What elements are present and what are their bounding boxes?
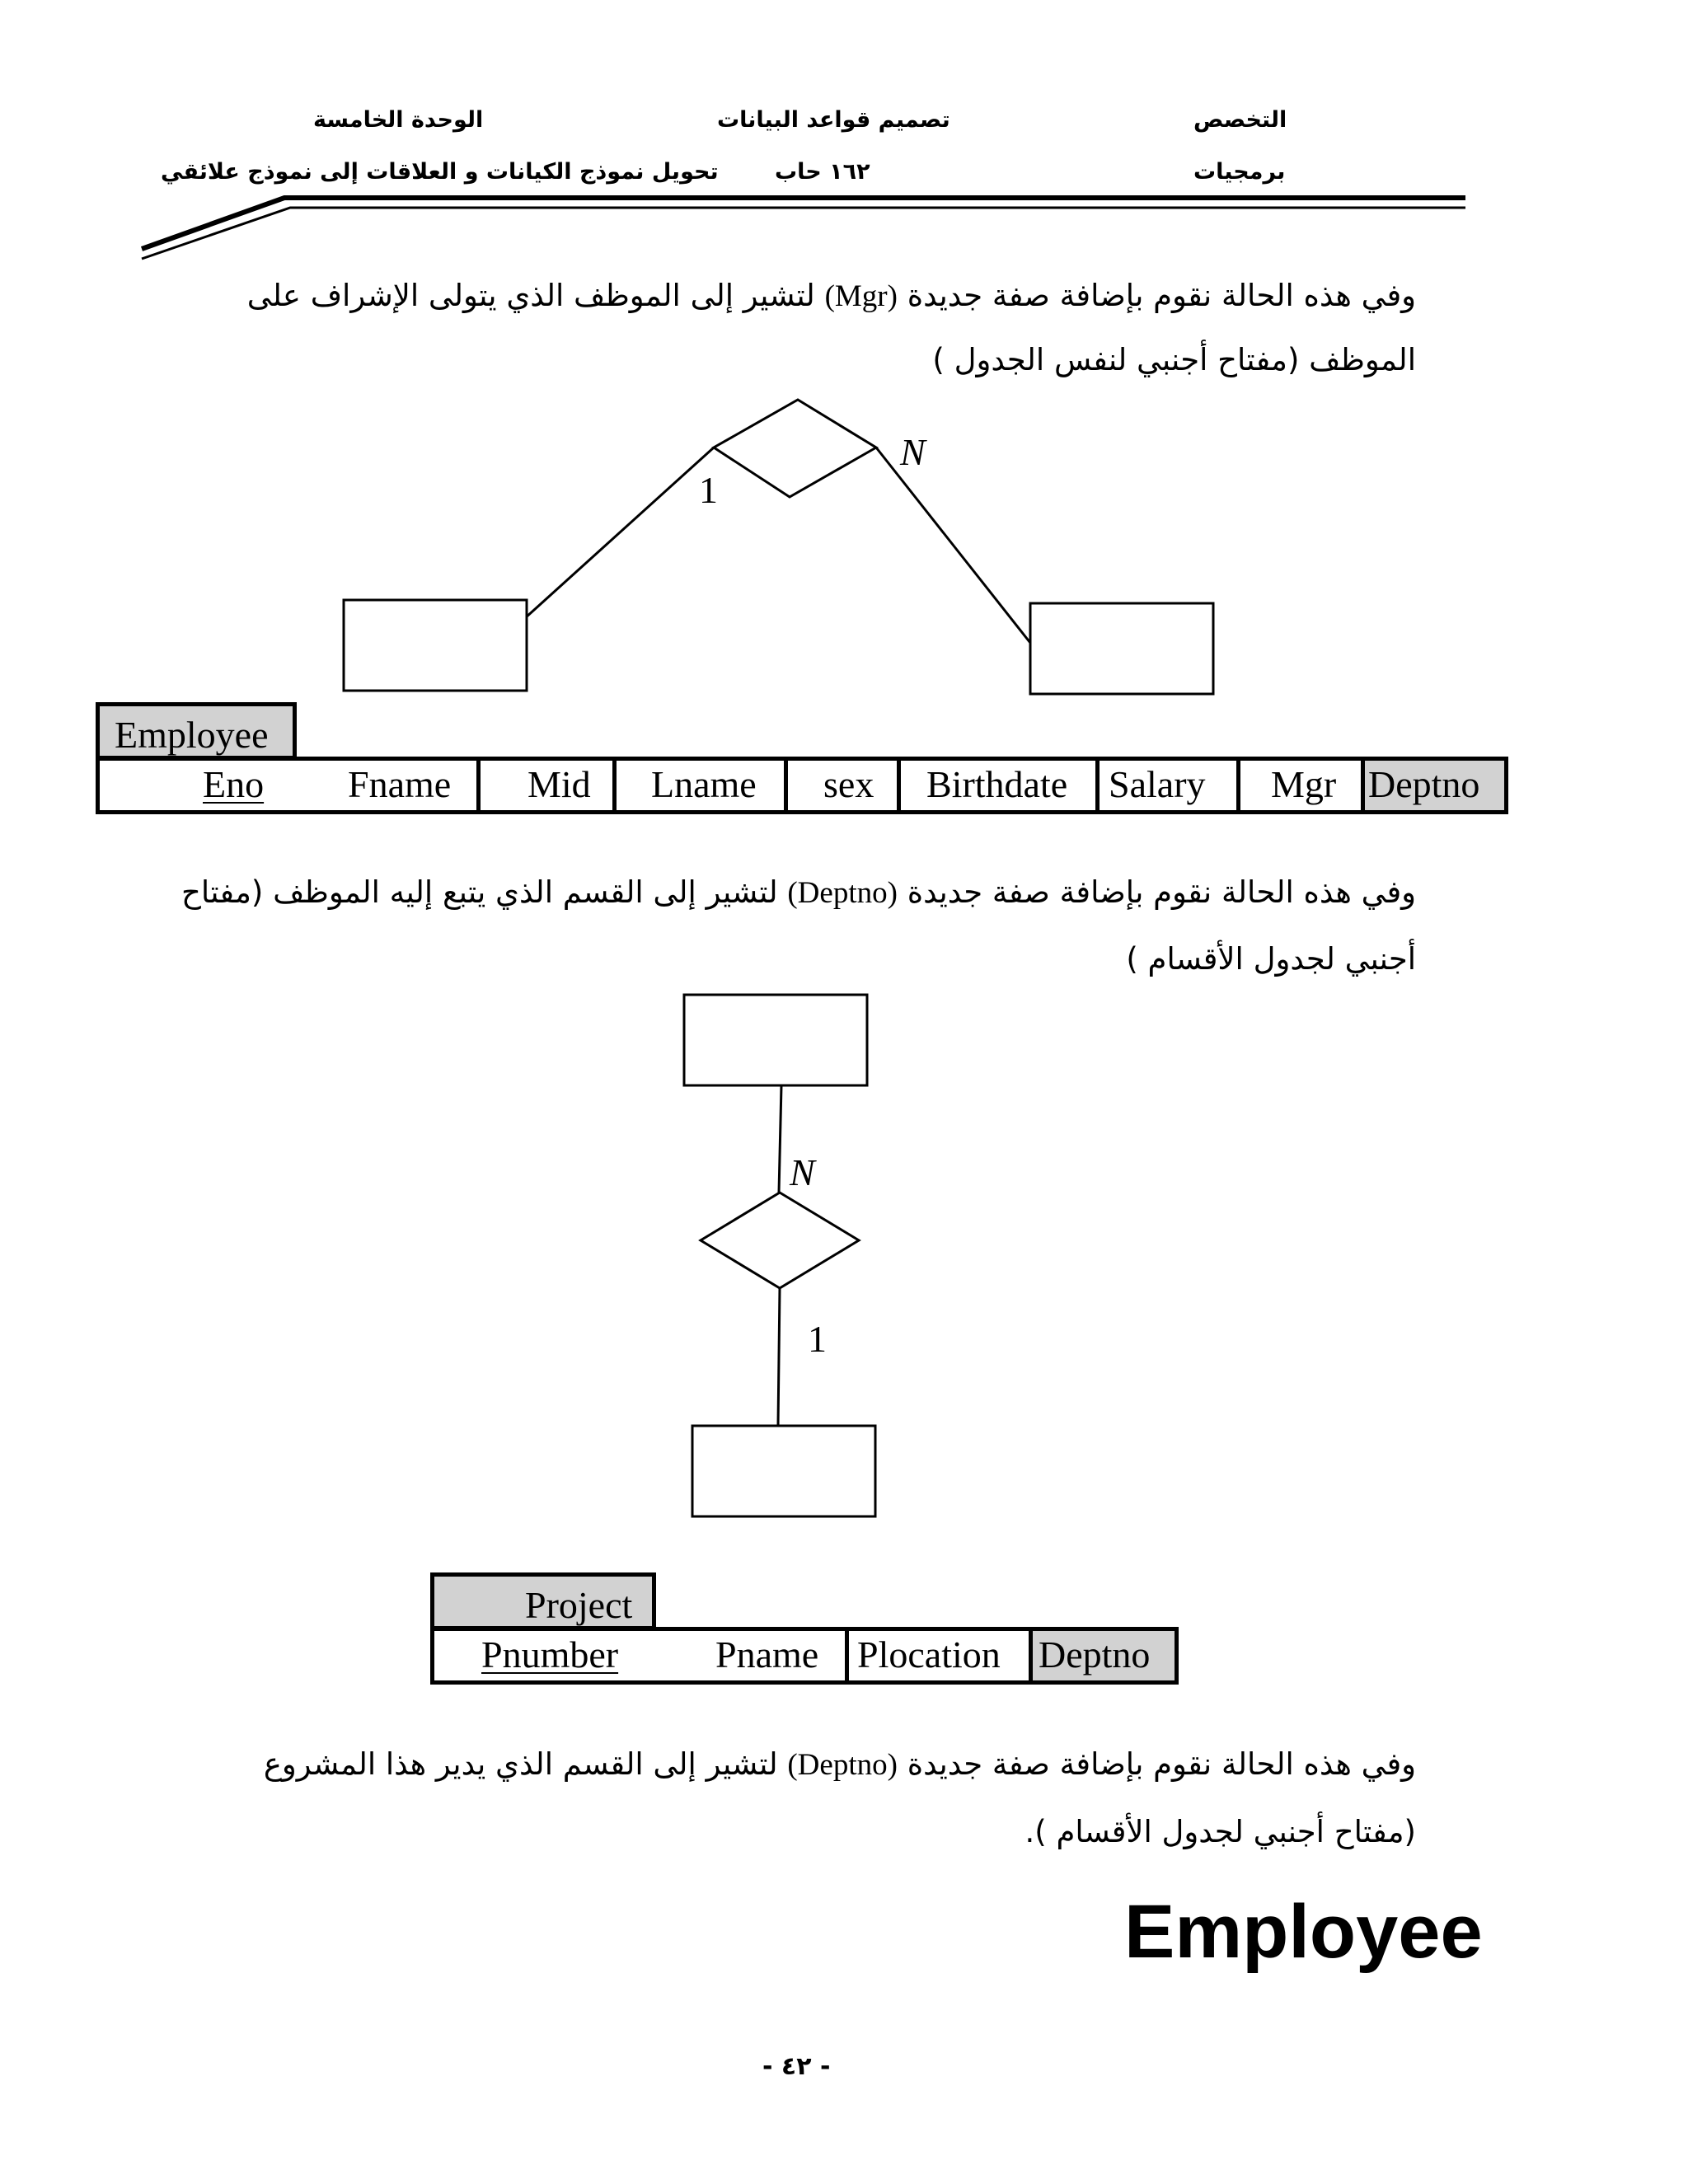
paragraph-1-line-2: الموظف (مفتاح أجنبي لنفس الجدول ): [932, 342, 1416, 377]
page-number: - ٤٢ -: [762, 2052, 831, 2081]
relationship-diamond: [701, 1193, 859, 1288]
major-label: التخصص: [1193, 107, 1287, 133]
entity-box-top: [684, 995, 867, 1085]
er-diagram-one-to-many: [0, 981, 1688, 1525]
paragraph-3-line-1: وفي هذه الحالة نقوم بإضافة صفة جديدة (Deptno) لتشير إلى القسم الذي يدير هذا المشروع: [263, 1746, 1416, 1782]
relationship-diamond: [714, 400, 876, 497]
column-deptno: Deptno: [1039, 1633, 1151, 1675]
course-code: ١٦٢ حاب: [775, 159, 870, 185]
column-pname: Pname: [715, 1633, 819, 1675]
column-fname: Fname: [348, 763, 452, 805]
entity-box-bottom: [692, 1426, 875, 1516]
cardinality-many: N: [790, 1151, 815, 1193]
column-eno: Eno: [203, 763, 265, 805]
entity-box-left: [344, 600, 527, 691]
paragraph-1-line-1: وفي هذه الحالة نقوم بإضافة صفة جديدة (Mgr) لتشير إلى الموظف الذي يتولى الإشراف على: [246, 278, 1416, 313]
column-pnumber: Pnumber: [481, 1633, 619, 1675]
column-plocation: Plocation: [857, 1633, 1001, 1675]
paragraph-3-line-2: (مفتاح أجنبي لجدول الأقسام ).: [1025, 1814, 1416, 1849]
unit-label: الوحدة الخامسة: [313, 107, 484, 133]
column-mgr: Mgr: [1271, 763, 1337, 805]
column-mid: Mid: [528, 763, 591, 805]
column-lname: Lname: [651, 763, 757, 805]
entity-box-right: [1030, 603, 1213, 694]
major-value: برمجيات: [1193, 159, 1286, 185]
column-salary: Salary: [1109, 763, 1206, 805]
employee-table-name: Employee: [96, 702, 297, 760]
column-sex: sex: [823, 763, 874, 805]
project-table-name: Project: [430, 1572, 656, 1630]
cardinality-one: 1: [699, 469, 718, 511]
paragraph-2-line-2: أجنبي لجدول الأقسام ): [1126, 941, 1416, 977]
big-heading: Employee: [1124, 1890, 1483, 1974]
column-deptno: Deptno: [1368, 763, 1480, 805]
er-diagram-recursive: [0, 387, 1688, 709]
cardinality-many: N: [900, 431, 926, 473]
paragraph-2-line-1: وفي هذه الحالة نقوم بإضافة صفة جديدة (Deptno) لتشير إلى القسم الذي يتبع إليه الموظف (مفتاح: [181, 874, 1416, 910]
unit-title: تحويل نموذج الكيانات و العلاقات إلى نموذج علائقي: [161, 159, 719, 185]
cardinality-one: 1: [808, 1318, 827, 1360]
column-birthdate: Birthdate: [926, 763, 1068, 805]
course-label: تصميم قواعد البيانات: [717, 107, 950, 133]
header-rule: [0, 0, 1688, 272]
